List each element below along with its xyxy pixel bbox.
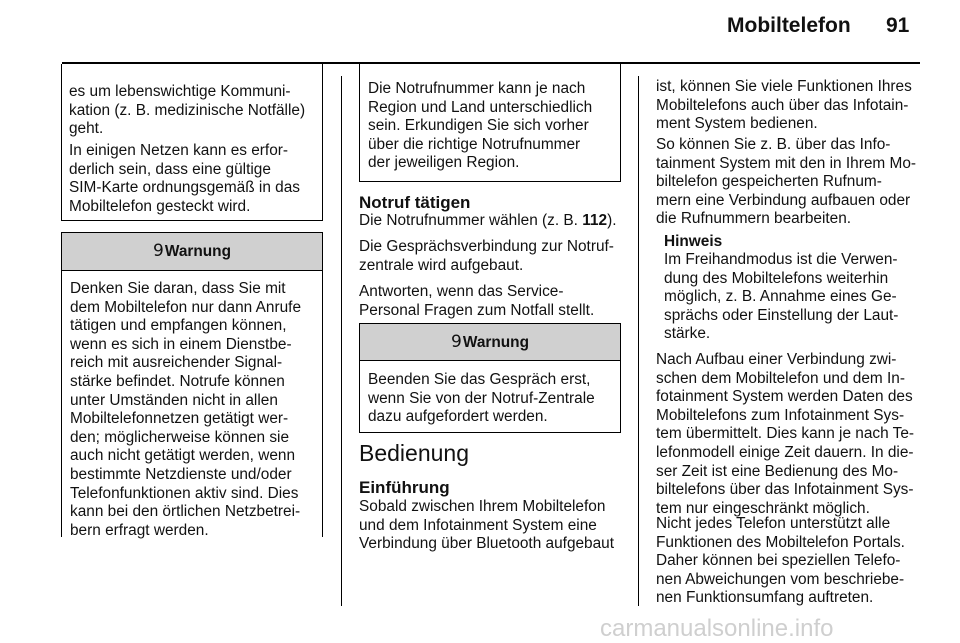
bedienung-heading: Bedienung	[359, 440, 469, 466]
watermark: carmanualsonline.info	[600, 615, 834, 642]
hinweis-title: Hinweis	[664, 233, 723, 250]
warning-box-2-text: Beenden Sie das Gespräch erst, wenn Sie von der Notruf-Zentrale dazu aufgefordert werden.	[368, 371, 595, 426]
hinweis-text: Im Freihandmodus ist die Verwen- dung des Mobiltelefons weiterhin möglich, z. B. Annahme eines Ge- sprächs oder Einstellung der Laut- stärke.	[664, 251, 899, 343]
warning-title: Warnung	[164, 243, 231, 260]
warning-box-1-header	[62, 233, 322, 271]
notruf-p1-text: Die Notrufnummer wählen (z. B.	[359, 212, 583, 229]
notruf-paragraph-1	[359, 212, 629, 231]
einfuehrung-heading: Einführung	[359, 478, 450, 497]
page-title: Mobiltelefon	[727, 14, 851, 37]
warning-icon: 9	[153, 241, 164, 261]
notruf-heading: Notruf tätigen	[359, 193, 471, 212]
page-number: 91	[886, 14, 910, 37]
column-divider-1	[341, 76, 342, 606]
note-box-paragraph-2: In einigen Netzen kann es erfor- derlich sein, dass eine gültige SIM-Karte ordnungsgemäß in das Mobiltelefon gesteckt wird.	[69, 142, 300, 215]
warning-box-2	[359, 323, 621, 433]
warning-title: Warnung	[462, 334, 529, 351]
notruf-paragraph-3: Antworten, wenn das Service- Personal Fragen zum Notfall stellt.	[359, 283, 595, 319]
warning-box-2-header	[360, 324, 620, 361]
note-box-emergency-number	[359, 64, 621, 182]
col3-paragraph-3: Nach Aufbau einer Verbindung zwi- schen dem Mobiltelefon und dem In- fotainment System werden Daten des Mobiltelefons zum Infotainment Sys- tem übermittelt. Dies kann je nach Te- lefonmodell einige Zeit dauern. In die- ser Zeit ist eine Bedienung des Mo- biltelefons über das Infotainment Sys- tem nur eingeschränkt möglich.	[656, 351, 915, 517]
warning-box-1-text: Denken Sie daran, dass Sie mit dem Mobiltelefon nur dann Anrufe tätigen und empfangen können, wenn es sich in einem Dienstbe- reich mit ausreichender Signal- stärke befindet. Notrufe können unter Umständen nicht in allen Mobiltelefonnetzen getätigt wer- den; möglicherweise können sie auch nicht getätigt werden, wenn bestimmte Netzdienste und/oder Telefonfunktionen aktiv sind. Dies kann bei den örtlichen Netzbetrei- bern erfragt werden.	[70, 280, 302, 539]
note-box-emergency-text: Die Notrufnummer kann je nach Region und Land unterschiedlich sein. Erkundigen Sie sich vorher über die richtige Notrufnummer der jeweiligen Region.	[368, 80, 593, 172]
einfuehrung-paragraph: Sobald zwischen Ihrem Mobiltelefon und dem Infotainment System eine Verbindung über Bluetooth aufgebaut	[359, 498, 615, 553]
col3-paragraph-2: So können Sie z. B. über das Info- tainment System mit den in Ihrem Mo- biltelefon gespeicherten Rufnum- mern eine Verbindung aufbauen oder die Rufnummern bearbeiten.	[656, 136, 917, 228]
column-divider-2	[638, 76, 639, 606]
note-box-continued	[61, 64, 323, 221]
warning-box-1	[61, 232, 323, 537]
warning-icon: 9	[451, 332, 462, 352]
notruf-p1-end: ).	[607, 212, 617, 229]
notruf-paragraph-2: Die Gesprächsverbindung zur Notruf- zentrale wird aufgebaut.	[359, 238, 614, 274]
col3-paragraph-1: ist, können Sie viele Funktionen Ihres Mobiltelefons auch über das Infotain- ment System bedienen.	[656, 78, 912, 133]
page-reference: 112	[582, 212, 608, 229]
col3-paragraph-4: Nicht jedes Telefon unterstützt alle Funktionen des Mobiltelefon Portals. Daher können bei speziellen Telefo- nen Abweichungen vom beschriebe- nen Funktionsumfang auftreten.	[656, 515, 905, 607]
note-box-paragraph-1: es um lebenswichtige Kommuni- kation (z. B. medizinische Notfälle) geht.	[69, 83, 306, 138]
